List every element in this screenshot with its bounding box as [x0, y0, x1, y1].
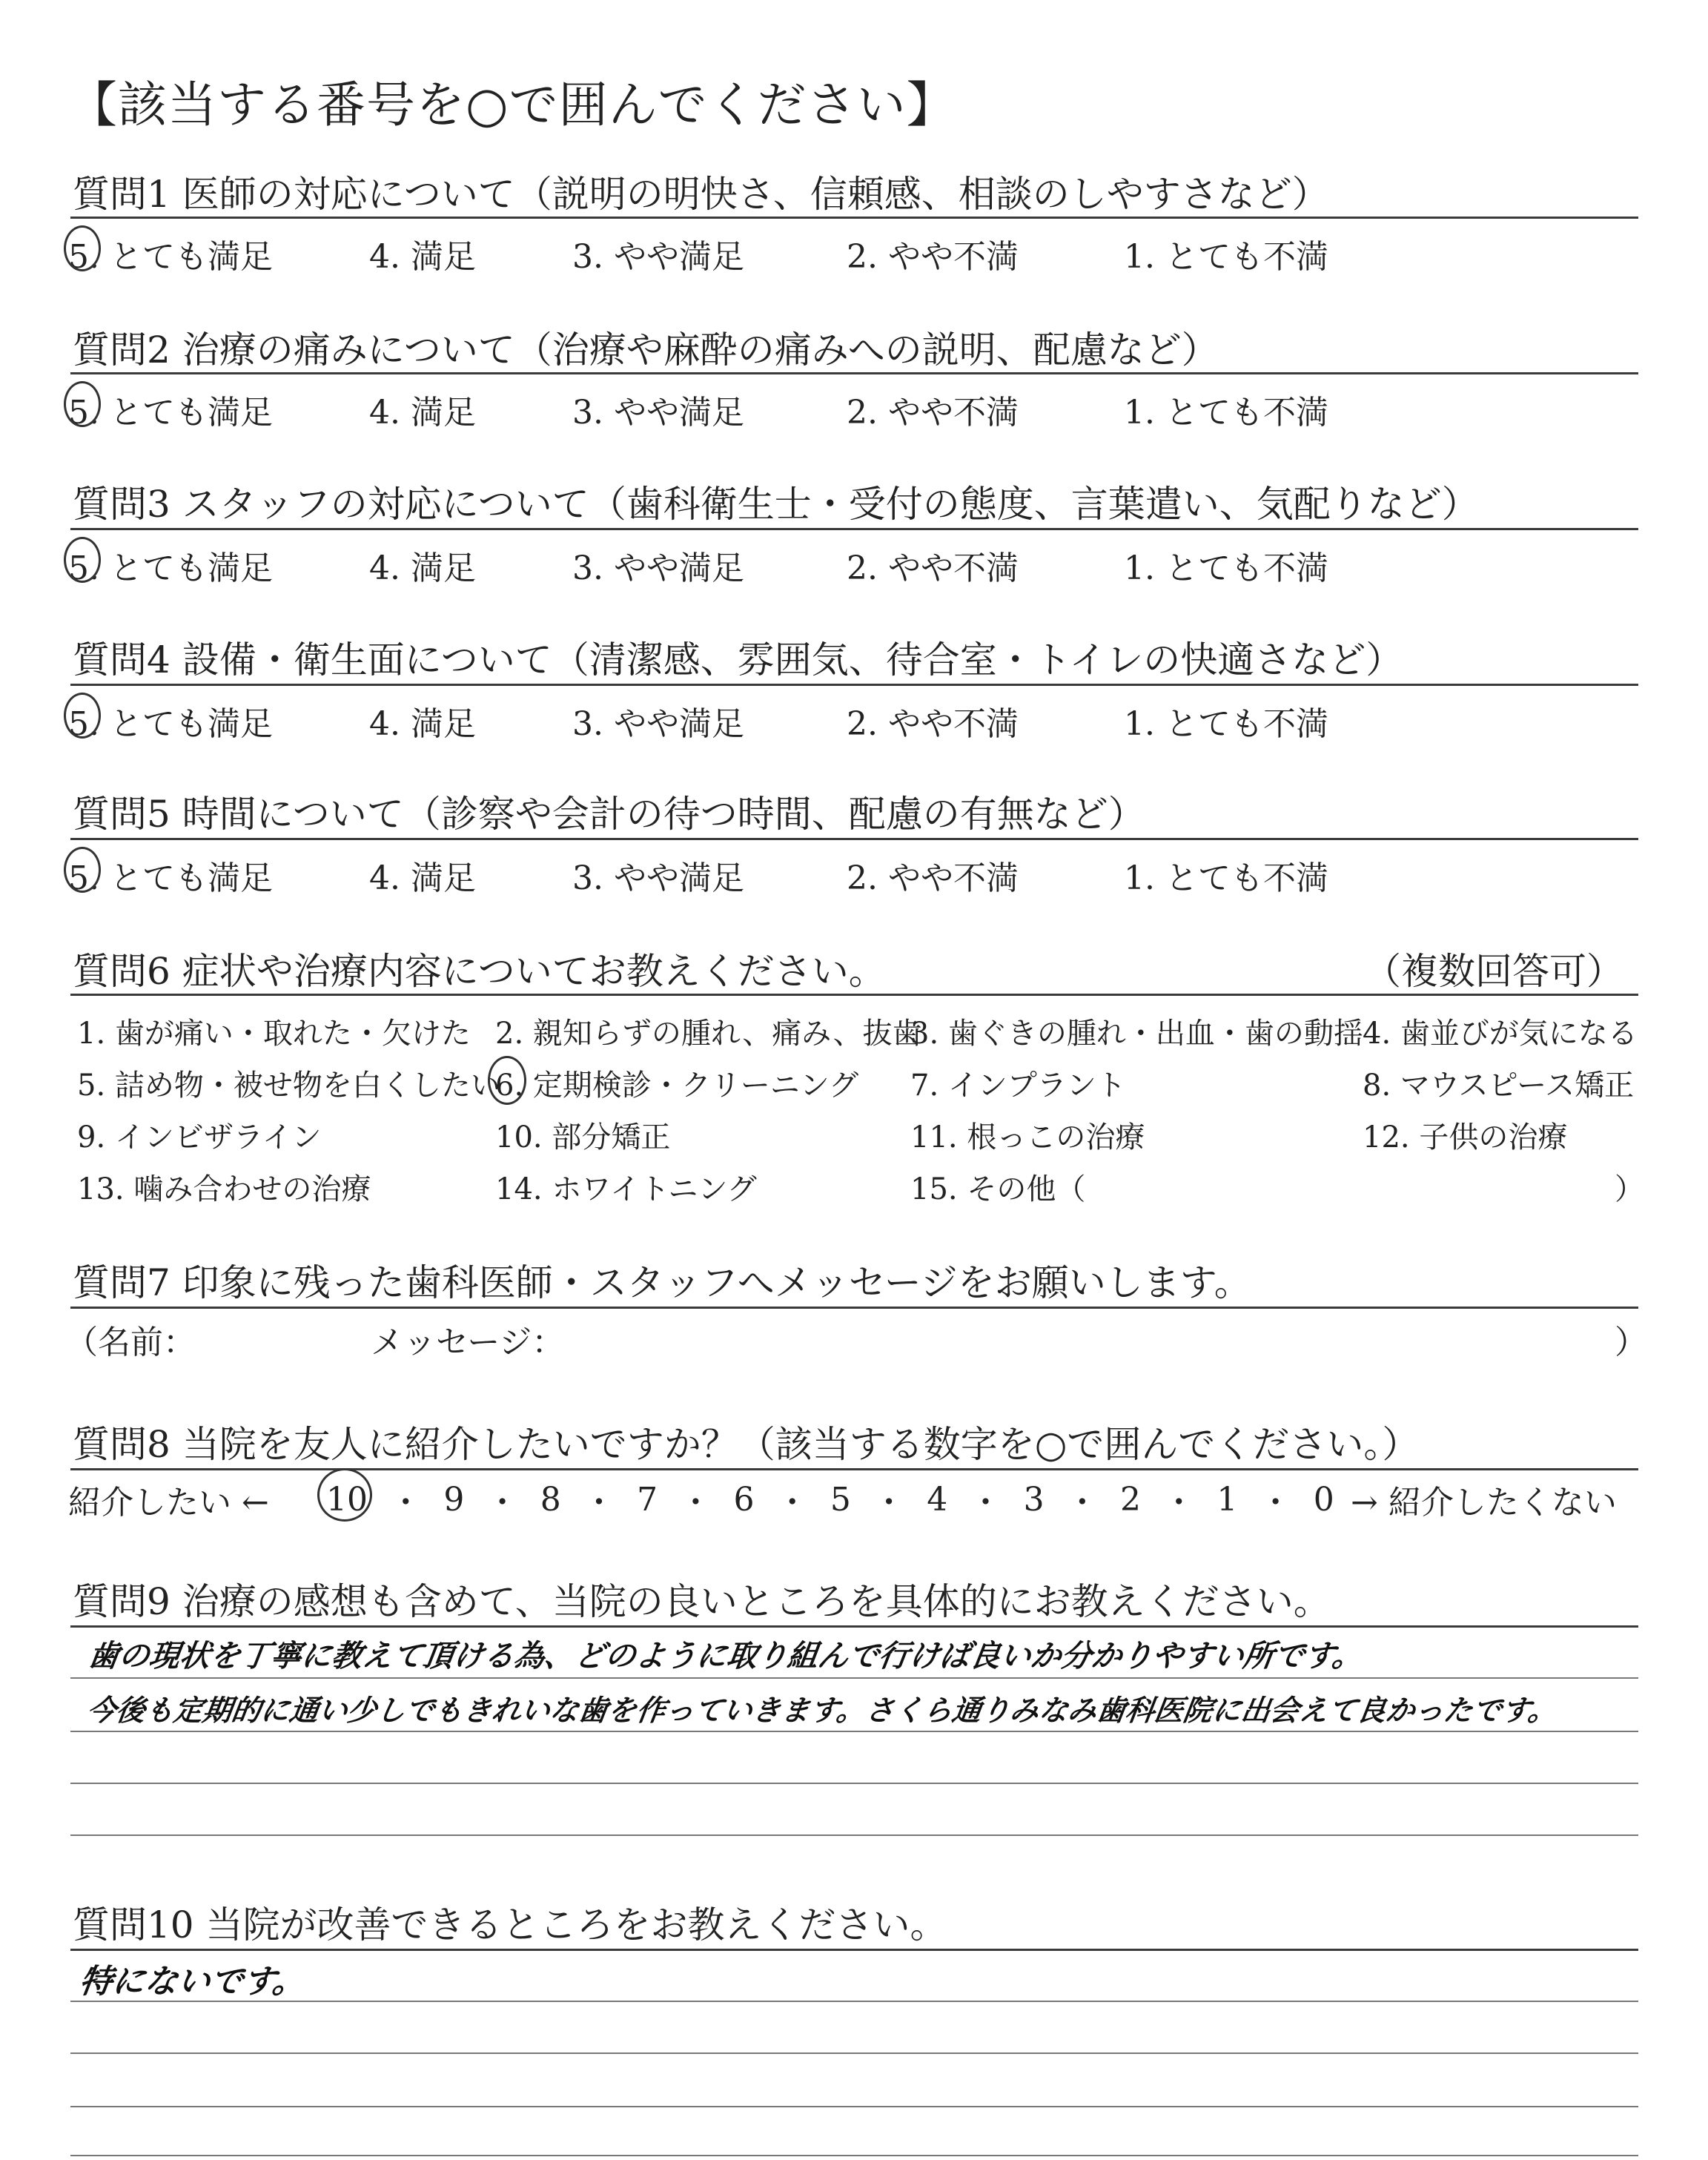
q8-score-9[interactable]: 9 [443, 1480, 465, 1519]
q4-option-4[interactable]: 4. 満足 [369, 705, 476, 743]
q5-answer-circle [64, 847, 101, 893]
q6-option-6[interactable]: 6. 定期検診・クリーニング [495, 1069, 859, 1103]
q8-left-label: 紹介したい ← [68, 1484, 269, 1522]
q9-answer-line-1 [70, 1677, 1638, 1679]
question-2-text: 質問2 治療の痛みについて（治療や麻酔の痛みへの説明、配慮など） [73, 328, 1219, 371]
question-3-rule [70, 528, 1638, 530]
q9-answer-line-2 [70, 1731, 1638, 1732]
q1-option-2[interactable]: 2. やや不満 [847, 238, 1019, 276]
q6-option-11[interactable]: 11. 根っこの治療 [910, 1120, 1145, 1155]
q4-answer-circle [64, 693, 101, 739]
q8-score-2[interactable]: 2 [1120, 1480, 1141, 1519]
q8-dot: ・ [969, 1484, 1002, 1522]
q8-score-8[interactable]: 8 [540, 1480, 561, 1519]
question-6-note: （複数回答可） [1364, 950, 1623, 993]
q6-option-1[interactable]: 1. 歯が痛い・取れた・欠けた [77, 1017, 471, 1051]
question-1-rule [70, 217, 1638, 219]
q2-option-3[interactable]: 3. やや満足 [572, 394, 744, 432]
q7-name-label[interactable]: （名前： [65, 1324, 196, 1361]
q8-score-0[interactable]: 0 [1313, 1480, 1334, 1519]
q6-option-10[interactable]: 10. 部分矯正 [495, 1120, 671, 1155]
q6-option-12[interactable]: 12. 子供の治療 [1363, 1120, 1568, 1155]
q8-dot: ・ [873, 1484, 906, 1522]
q10-answer-line-2 [70, 2052, 1638, 2054]
q5-option-3[interactable]: 3. やや満足 [572, 859, 744, 897]
q9-answer-line-4 [70, 1834, 1638, 1836]
q8-dot: ・ [582, 1484, 615, 1522]
q3-option-5[interactable]: 5. とても満足 [68, 549, 273, 587]
q10-handwritten-answer: 特にないです。 [76, 1963, 308, 2001]
q5-option-4[interactable]: 4. 満足 [369, 859, 476, 897]
question-10-text: 質問10 当院が改善できるところをお教えください。 [73, 1903, 947, 1946]
q8-dot: ・ [389, 1484, 423, 1522]
q8-right-label: → 紹介したくない [1351, 1484, 1617, 1522]
q3-option-3[interactable]: 3. やや満足 [572, 549, 744, 587]
q4-option-3[interactable]: 3. やや満足 [572, 705, 744, 743]
q8-score-7[interactable]: 7 [637, 1480, 658, 1519]
q8-dot: ・ [1162, 1484, 1196, 1522]
question-6-text: 質問6 症状や治療内容についてお教えください。 [73, 950, 886, 993]
q10-answer-line-3 [70, 2106, 1638, 2107]
q4-option-1[interactable]: 1. とても不満 [1124, 705, 1328, 743]
q2-option-1[interactable]: 1. とても不満 [1124, 394, 1328, 432]
q8-score-3[interactable]: 3 [1023, 1480, 1045, 1519]
question-4-rule [70, 684, 1638, 686]
q8-score-6[interactable]: 6 [733, 1480, 755, 1519]
question-8-text: 質問8 当院を友人に紹介したいですか？（該当する数字を○で囲んでください。） [73, 1423, 1420, 1466]
q1-option-4[interactable]: 4. 満足 [369, 238, 476, 276]
question-7-text: 質問7 印象に残った歯科医師・スタッフへメッセージをお願いします。 [73, 1261, 1251, 1304]
q6-option-7[interactable]: 7. インプラント [910, 1069, 1126, 1103]
question-8-rule [70, 1468, 1638, 1470]
q9-handwritten-answer-2: 今後も定期的に通い少しでもきれいな歯を作っていきます。さくら通りみなみ歯科医院に出会えて良かったです。 [85, 1694, 1560, 1728]
q3-option-1[interactable]: 1. とても不満 [1124, 549, 1328, 587]
q1-option-1[interactable]: 1. とても不満 [1124, 238, 1328, 276]
q6-option-3[interactable]: 3. 歯ぐきの腫れ・出血・歯の動揺 [910, 1017, 1363, 1051]
q1-option-5[interactable]: 5. とても満足 [68, 238, 273, 276]
page-title: 【該当する番号を○で囲んでください】 [68, 76, 956, 133]
question-6-rule [70, 994, 1638, 996]
q3-option-4[interactable]: 4. 満足 [369, 549, 476, 587]
q3-option-2[interactable]: 2. やや不満 [847, 549, 1019, 587]
question-2-rule [70, 372, 1638, 374]
q10-answer-line-1 [70, 2001, 1638, 2002]
q8-dot: ・ [1259, 1484, 1292, 1522]
q6-option-15[interactable]: 15. その他（ [910, 1172, 1086, 1206]
q2-answer-circle [64, 381, 101, 427]
question-9-rule [70, 1625, 1638, 1628]
q8-score-4[interactable]: 4 [927, 1480, 948, 1519]
q8-score-10[interactable]: 10 [326, 1480, 368, 1519]
q7-message-label[interactable]: メッセージ： [371, 1324, 565, 1361]
q2-option-2[interactable]: 2. やや不満 [847, 394, 1019, 432]
question-5-rule [70, 838, 1638, 840]
q8-dot: ・ [486, 1484, 519, 1522]
q6-answer-circle [488, 1056, 526, 1105]
q6-option-2[interactable]: 2. 親知らずの腫れ、痛み、抜歯 [495, 1017, 922, 1051]
question-4-text: 質問4 設備・衛生面について（清潔感、雰囲気、待合室・トイレの快適さなど） [73, 638, 1403, 681]
q8-score-5[interactable]: 5 [830, 1480, 851, 1519]
q6-option-4[interactable]: 4. 歯並びが気になる [1363, 1017, 1638, 1051]
question-5-text: 質問5 時間について（診察や会計の待つ時間、配慮の有無など） [73, 793, 1145, 836]
q6-option-5[interactable]: 5. 詰め物・被せ物を白くしたい [77, 1069, 500, 1103]
q8-dot: ・ [775, 1484, 809, 1522]
q6-option-14[interactable]: 14. ホワイトニング [495, 1172, 757, 1206]
question-10-rule [70, 1949, 1638, 1951]
q1-answer-circle [64, 225, 101, 271]
question-7-rule [70, 1307, 1638, 1309]
q4-option-2[interactable]: 2. やや不満 [847, 705, 1019, 743]
q8-dot: ・ [1065, 1484, 1099, 1522]
q8-score-1[interactable]: 1 [1217, 1480, 1238, 1519]
q2-option-5[interactable]: 5. とても満足 [68, 394, 273, 432]
q6-option-9[interactable]: 9. インビザライン [77, 1120, 322, 1155]
q2-option-4[interactable]: 4. 満足 [369, 394, 476, 432]
q9-handwritten-answer-1: 歯の現状を丁寧に教えて頂ける為、どのように取り組んで行けば良いか分かりやすい所です。 [86, 1638, 1366, 1674]
q9-answer-line-3 [70, 1783, 1638, 1784]
question-1-text: 質問1 医師の対応について（説明の明快さ、信頼感、相談のしやすさなど） [73, 173, 1329, 216]
q6-option-8[interactable]: 8. マウスピース矯正 [1363, 1069, 1635, 1103]
q1-option-3[interactable]: 3. やや満足 [572, 238, 744, 276]
q5-option-1[interactable]: 1. とても不満 [1124, 859, 1328, 897]
q4-option-5[interactable]: 5. とても満足 [68, 705, 273, 743]
q6-option-13[interactable]: 13. 噛み合わせの治療 [77, 1172, 371, 1206]
q8-dot: ・ [679, 1484, 712, 1522]
q3-answer-circle [64, 537, 101, 583]
q7-close-paren: ） [1615, 1324, 1647, 1361]
q10-answer-line-4 [70, 2155, 1638, 2156]
q8-answer-circle [317, 1468, 372, 1522]
question-9-text: 質問9 治療の感想も含めて、当院の良いところを具体的にお教えください。 [73, 1580, 1331, 1623]
question-3-text: 質問3 スタッフの対応について（歯科衛生士・受付の態度、言葉遣い、気配りなど） [73, 483, 1479, 526]
q5-option-5[interactable]: 5. とても満足 [68, 859, 273, 897]
q6-other-close-paren: ） [1615, 1172, 1644, 1206]
q8-scale [326, 1476, 1334, 1523]
q5-option-2[interactable]: 2. やや不満 [847, 859, 1019, 897]
